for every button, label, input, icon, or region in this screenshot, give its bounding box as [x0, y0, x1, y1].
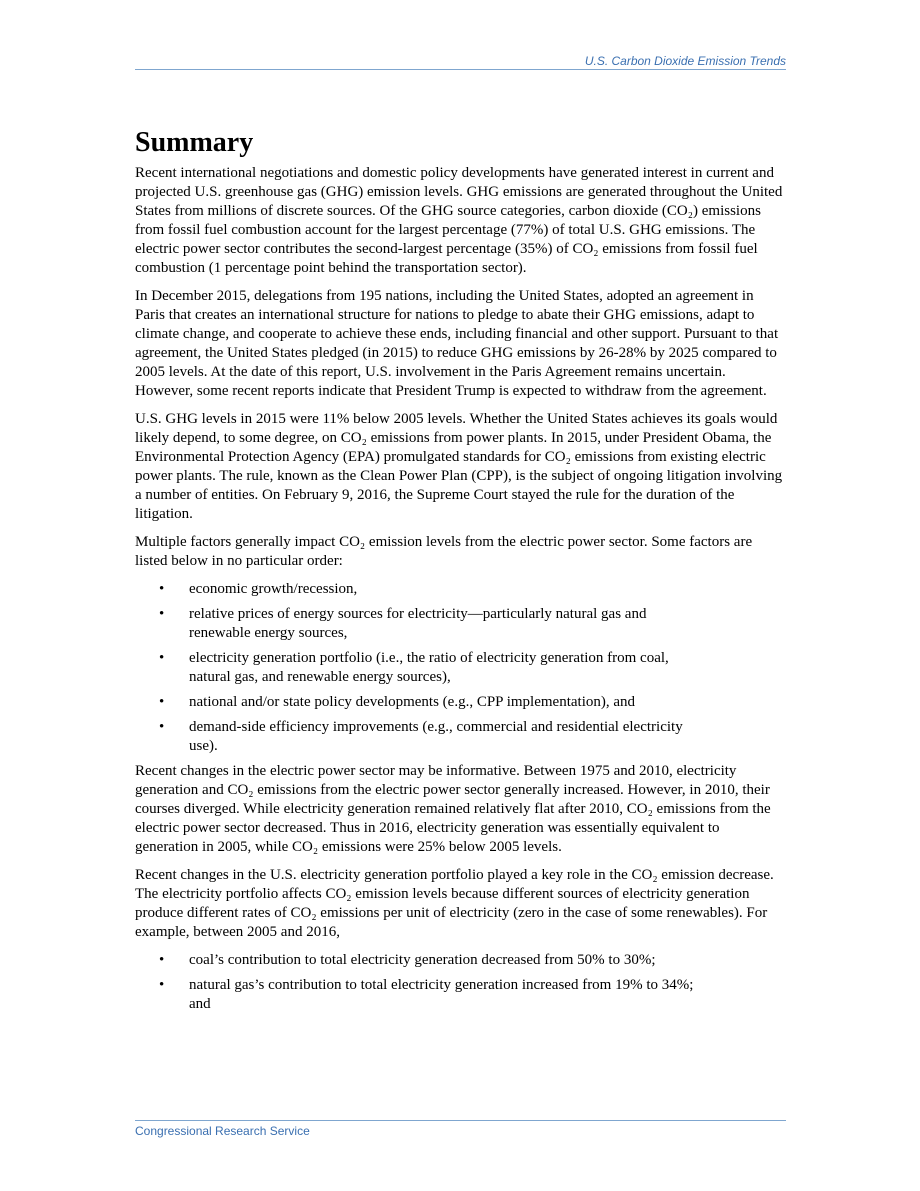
- page-content: [135, 121, 786, 1020]
- list-item-text: national and/or state policy developments (e.g., CPP implementation), and: [189, 694, 636, 710]
- paragraph-factors-intro: Multiple factors generally impact CO₂ emission levels from the electric power sector. Some factors are listed below in no particular order:: [135, 534, 753, 569]
- list-item: [135, 976, 709, 1014]
- list-item: [135, 951, 709, 970]
- footer-rule: [135, 1120, 786, 1121]
- paragraph-paris-agreement: In December 2015, delegations from 195 nations, including the United States, adopted an agreement in Paris that creates an international structure for nations to pledge to abate their GHG emissions, adapt to climate change, and cooperate to achieve these ends, including financial and other support. Pursuant to that agreement, the United States pledged (in 2015) to reduce GHG emissions by 26-28% by 2025 compared to 2005 levels. At the date of this report, U.S. involvement in the Paris Agreement remains uncertain. However, some recent reports indicate that President Trump is expected to withdraw from the agreement.: [135, 288, 779, 399]
- bullet-icon: •: [159, 606, 165, 622]
- paragraph-clean-power-plan: U.S. GHG levels in 2015 were 11% below 2005 levels. Whether the United States achieves its goals would likely depend, to some degree, on CO₂ emissions from power plants. In 2015, under President Obama, the Environmental Protection Agency (EPA) promulgated standards for CO₂ emissions from existing electric power plants. The rule, known as the Clean Power Plan (CPP), is the subject of ongoing litigation involving a number of entities. On February 9, 2016, the Supreme Court stayed the rule for the duration of the litigation.: [135, 411, 783, 522]
- list-item-text: natural gas’s contribution to total electricity generation increased from 19% to 34%; and: [189, 977, 694, 1012]
- list-item-text: demand-side efficiency improvements (e.g., commercial and residential electricity use).: [189, 719, 683, 754]
- list-item: [135, 580, 709, 599]
- paragraph-portfolio: Recent changes in the U.S. electricity generation portfolio played a key role in the CO₂ emission decrease. The electricity portfolio affects CO₂ emission levels because different sources of electricity generation produce different rates of CO₂ emissions per unit of electricity (zero in the case of some renewables). For example, between 2005 and 2016,: [135, 867, 774, 940]
- bullet-icon: •: [159, 952, 165, 968]
- paragraph-ghg-overview: Recent international negotiations and domestic policy developments have generated interest in current and projected U.S. greenhouse gas (GHG) emission levels. GHG emissions are generated throughout the United States from millions of discrete sources. Of the GHG source categories, carbon dioxide (CO₂) emissions from fossil fuel combustion account for the largest percentage (77%) of total U.S. GHG emissions. The electric power sector contributes the second-largest percentage (35%) of CO₂ emissions from fossil fuel combustion (1 percentage point behind the transportation sector).: [135, 165, 783, 276]
- list-item: [135, 718, 709, 756]
- list-item-text: electricity generation portfolio (i.e., the ratio of electricity generation from coal, natural gas, and renewable energy sources),: [189, 650, 669, 685]
- list-item-text: economic growth/recession,: [189, 581, 358, 597]
- bullet-icon: •: [159, 719, 165, 735]
- list-item-text: coal’s contribution to total electricity generation decreased from 50% to 30%;: [189, 952, 656, 968]
- footer-source: Congressional Research Service: [135, 1124, 310, 1138]
- list-item: [135, 649, 709, 687]
- factor-list: [135, 580, 786, 756]
- portfolio-list: [135, 951, 786, 1014]
- header-rule: [135, 69, 786, 70]
- list-item: [135, 605, 709, 643]
- bullet-icon: •: [159, 650, 165, 666]
- running-header: U.S. Carbon Dioxide Emission Trends: [584, 54, 786, 68]
- paragraph-sector-changes: Recent changes in the electric power sector may be informative. Between 1975 and 2010, electricity generation and CO₂ emissions from the electric power sector generally increased. However, in 2010, their courses diverged. While electricity generation remained relatively flat after 2010, CO₂ emissions from the electric power sector decreased. Thus in 2016, electricity generation was essentially equivalent to generation in 2005, while CO₂ emissions were 25% below 2005 levels.: [135, 763, 771, 855]
- list-item: [135, 693, 709, 712]
- bullet-icon: •: [159, 977, 165, 993]
- list-item-text: relative prices of energy sources for electricity—particularly natural gas and renewable energy sources,: [189, 606, 647, 641]
- section-title: Summary: [135, 127, 254, 158]
- bullet-icon: •: [159, 581, 165, 597]
- bullet-icon: •: [159, 694, 165, 710]
